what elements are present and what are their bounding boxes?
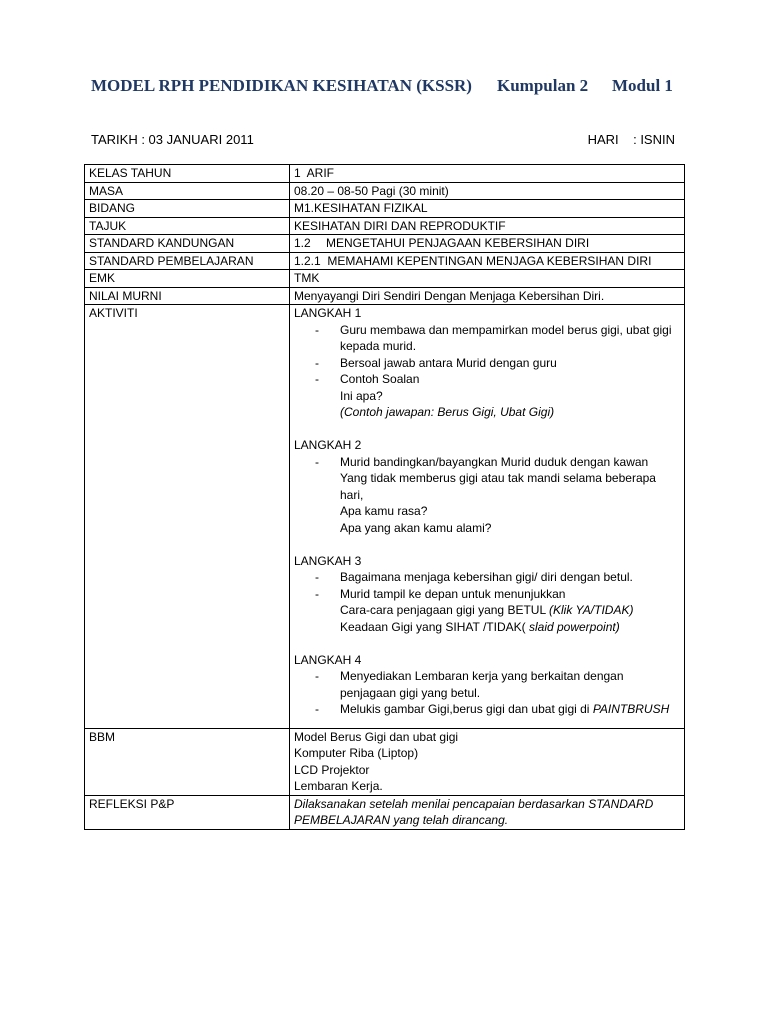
row-label: KELAS TAHUN <box>85 165 290 183</box>
list-item: Model Berus Gigi dan ubat gigi <box>294 729 459 744</box>
group-label: Kumpulan 2 <box>497 76 589 95</box>
list-item: - Murid tampil ke depan untuk menunjukkan <box>340 586 680 603</box>
row-value: 1.2.1 MEMAHAMI KEPENTINGAN MENJAGA KEBERSIHAN DIRI <box>290 252 685 270</box>
step-line: Yang tidak memberus gigi atau tak mandi selama beberapa hari, <box>340 471 656 502</box>
list-item: Lembaran Kerja. <box>294 779 383 793</box>
list-item <box>340 701 680 718</box>
document-title: MODEL RPH PENDIDIKAN KESIHATAN (KSSR) <box>91 76 472 95</box>
step-line: Apa kamu rasa? <box>340 504 428 518</box>
table-row <box>85 217 685 235</box>
list-item: Komputer Riba (Liptop) <box>294 746 419 760</box>
row-value: Dilaksanakan setelah menilai pencapaian berdasarkan STANDARD PEMBELAJARAN yang telah dirancang. <box>290 795 685 829</box>
row-label: BIDANG <box>85 200 290 218</box>
table-row <box>85 182 685 200</box>
text-run: (Klik YA/TIDAK) <box>549 603 634 617</box>
step-line <box>294 619 680 636</box>
row-value: Menyayangi Diri Sendiri Dengan Menjaga Kebersihan Diri. <box>290 287 685 305</box>
list-item: - Menyediakan Lembaran kerja yang berkaitan dengan penjagaan gigi yang betul. <box>340 668 680 701</box>
activities-cell <box>290 305 685 729</box>
row-label: REFLEKSI P&P <box>85 795 290 829</box>
step-list <box>294 668 680 718</box>
table-row-activities <box>85 305 685 729</box>
text-run: slaid powerpoint) <box>528 619 620 634</box>
date-text: TARIKH : 03 JANUARI 2011 <box>91 132 254 147</box>
list-item: LCD Projektor <box>294 762 370 777</box>
step-title: LANGKAH 1 <box>294 306 362 320</box>
standard-text: MENGETAHUI PENJAGAAN KEBERSIHAN DIRI <box>326 236 590 250</box>
step-list <box>294 322 680 388</box>
row-label: AKTIVITI <box>85 305 290 729</box>
row-value: KESIHATAN DIRI DAN REPRODUKTIF <box>290 217 685 235</box>
step-title: LANGKAH 4 <box>294 652 362 667</box>
step-line: Ini apa? <box>340 388 383 403</box>
table-row <box>85 795 685 829</box>
step-title: LANGKAH 2 <box>294 438 362 452</box>
step-list <box>294 569 680 602</box>
row-value <box>290 235 685 253</box>
table-row <box>85 728 685 795</box>
module-label: Modul 1 <box>612 76 673 95</box>
row-label: MASA <box>85 182 290 200</box>
row-label: STANDARD KANDUNGAN <box>85 235 290 253</box>
table-row <box>85 270 685 288</box>
list-item: - Bersoal jawab antara Murid dengan guru <box>340 355 680 372</box>
list-item: - Guru membawa dan mempamirkan model berus gigi, ubat gigi kepada murid. <box>340 322 680 355</box>
step-title: LANGKAH 3 <box>294 553 362 568</box>
table-row <box>85 252 685 270</box>
list-item: - Murid bandingkan/bayangkan Murid duduk dengan kawan <box>340 454 680 471</box>
table-row <box>85 165 685 183</box>
list-item: - Contoh Soalan <box>340 371 680 388</box>
step-line <box>294 602 680 619</box>
step-line: Apa yang akan kamu alami? <box>340 520 492 535</box>
row-label: STANDARD PEMBELAJARAN <box>85 252 290 270</box>
row-label: TAJUK <box>85 217 290 235</box>
table-row <box>85 235 685 253</box>
row-label: BBM <box>85 728 290 795</box>
standard-number: 1.2 <box>294 236 311 250</box>
row-value: M1.KESIHATAN FIZIKAL <box>290 200 685 218</box>
text-run: Keadaan Gigi yang SIHAT /TIDAK( <box>340 619 529 634</box>
row-value: TMK <box>290 270 685 288</box>
row-label: NILAI MURNI <box>85 287 290 305</box>
table-row <box>85 200 685 218</box>
text-run: Melukis gambar Gigi,berus gigi dan ubat gigi di <box>340 702 593 716</box>
step-list <box>294 454 680 471</box>
spacer <box>294 536 680 553</box>
row-value: 1 ARIF <box>290 165 685 183</box>
table-row <box>85 287 685 305</box>
step-line: (Contoh jawapan: Berus Gigi, Ubat Gigi) <box>340 405 555 419</box>
spacer <box>294 635 680 652</box>
lesson-plan-table <box>84 164 685 830</box>
day-text: HARI : ISNIN <box>587 132 675 147</box>
row-value: 08.20 – 08-50 Pagi (30 minit) <box>290 182 685 200</box>
spacer <box>294 421 680 438</box>
text-run: PAINTBRUSH <box>592 702 670 716</box>
list-item: - Bagaimana menjaga kebersihan gigi/ diri dengan betul. <box>340 569 680 586</box>
row-value <box>290 728 685 795</box>
text-run: Cara-cara penjagaan gigi yang BETUL <box>340 603 550 617</box>
row-label: EMK <box>85 270 290 288</box>
